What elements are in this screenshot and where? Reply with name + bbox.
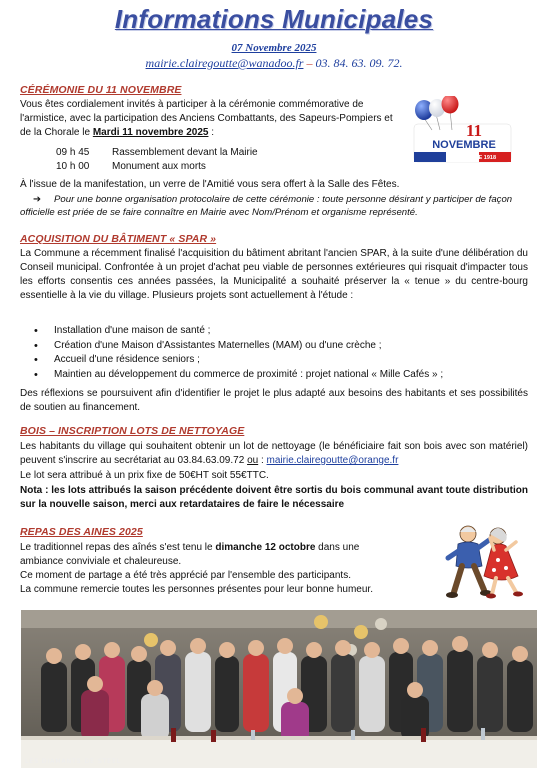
badge-caption: ARMISTICE 1918	[451, 155, 497, 161]
flag-blue-band	[414, 152, 446, 162]
schedule-time: 09 h 45	[56, 147, 90, 158]
list-item: • Création d'une Maison d'Assistantes Maternelles (MAM) ou d'une crèche ;	[34, 339, 443, 354]
group-photo	[21, 610, 537, 768]
repas-line: ambiance conviviale et chaleureuse.	[20, 556, 182, 567]
schedule-row	[56, 160, 258, 174]
bois-text	[20, 440, 528, 468]
badge-day: 11	[465, 121, 483, 140]
list-item: • Maintien au développement du commerce de proximité : projet national « Mille Cafés » ;	[34, 368, 443, 383]
repas-line: La commune remercie toutes les personnes présentes pour leur bonne humeur.	[20, 584, 373, 595]
arrow-right-icon: ➔	[32, 194, 42, 205]
dancing-couple-illustration	[436, 520, 528, 602]
repas-text	[20, 541, 430, 597]
photo-caption: LES DIAMANTS DE STEEL	[25, 758, 122, 765]
header-separator: –	[303, 56, 316, 70]
bois-note: Nota : les lots attribués la saison précédente doivent être sortis du bois communal avant toute distribution sur la nouvelle saison, merci aux retardataires de faire le nécessaire	[20, 485, 528, 510]
spar-project-list	[34, 324, 443, 382]
bulletin-date: 07 Novembre 2025	[231, 42, 317, 54]
section-heading-spar: ACQUISITION DU BÂTIMENT « SPAR »	[20, 233, 217, 245]
group-photo-illustration	[21, 610, 537, 768]
ceremonie-after: À l'issue de la manifestation, un verre de l'Amitié vous sera offert à la Salle des Fêtes.	[20, 179, 400, 190]
badge-month: NOVEMBRE	[432, 139, 496, 151]
section-heading-ceremonie: CÉRÉMONIE DU 11 NOVEMBRE	[20, 84, 182, 96]
schedule-label: Rassemblement devant la Mairie	[112, 147, 258, 158]
bois-price: Le lot sera attribué à un prix fixe de 50€HT soit 55€TTC.	[20, 470, 269, 481]
list-item: • Accueil d'une résidence seniors ;	[34, 353, 443, 368]
bois-ou: ou	[247, 455, 259, 466]
armistice-badge	[412, 96, 514, 164]
dancing-couple-icon	[436, 520, 528, 602]
ceremonie-note-text: Pour une bonne organisation protocolaire de cette cérémonie : toute personne désirant y participer de façon officielle est priée de se faire connaître en Mairie avec Nom/Prénom et organisme représenté.	[20, 194, 513, 218]
ceremonie-intro	[20, 98, 405, 140]
repas-date: dimanche 12 octobre	[215, 542, 316, 553]
section-heading-repas: REPAS DES AINES 2025	[20, 526, 143, 538]
page-title: Informations Municipales	[114, 4, 434, 34]
section-heading-bois: BOIS – INSCRIPTION LOTS DE NETTOYAGE	[20, 425, 245, 437]
spar-conclusion: Des réflexions se poursuivent afin d'identifier le projet le plus adapté aux besoins des habitants et ses possibilités de soutien au financement.	[20, 388, 528, 413]
schedule-label: Monument aux morts	[112, 161, 206, 172]
header-phone: 03. 84. 63. 09. 72.	[315, 56, 403, 70]
ceremonie-schedule	[56, 146, 258, 174]
ceremonie-intro-text: Vous êtes cordialement invités à participer à la cérémonie commémorative de l'armistice, avec la participation des Anciens Combattants, des Sapeurs-Pompiers et de la Chorale le	[20, 99, 393, 138]
bois-email-link[interactable]: mairie.clairegoutte@orange.fr	[266, 455, 399, 466]
schedule-row	[56, 146, 258, 160]
repas-line-part: dans une	[315, 542, 360, 553]
repas-line	[20, 541, 430, 555]
header-contact	[0, 56, 548, 71]
spar-text: La Commune a récemment finalisé l'acquisition du bâtiment abritant l'ancien SPAR, à la suite d'une délibération du Conseil municipal. Confrontée à un projet d'achat peu viable de personnes extérieures qui risquait d'impacter tous les efforts consentis ces années passées, la Municipalité a souhaité préserver la « tenue » du centre-bourg essentielle à la vie du village. Plusieurs projets sont actuellement à l'étude :	[20, 248, 528, 301]
bois-text-colon: :	[258, 455, 267, 466]
armistice-badge-graphic	[412, 96, 514, 164]
ceremonie-note	[20, 193, 528, 219]
bois-text-start: Les habitants du village qui souhaitent obtenir un lot de nettoyage (le bénéficiaire fait son bois avec son matériel) peuvent s'inscrire au secrétariat au 03.84.63.09.72	[20, 441, 528, 466]
repas-line-part: Le traditionnel repas des aînés s'est tenu le	[20, 542, 216, 553]
list-item: • Installation d'une maison de santé ;	[34, 324, 443, 339]
ceremonie-date: Mardi 11 novembre 2025	[92, 127, 209, 138]
repas-line: Ce moment de partage a été très apprécié par l'ensemble des participants.	[20, 570, 351, 581]
schedule-time: 10 h 00	[56, 161, 90, 172]
ceremonie-intro-end: :	[208, 127, 215, 138]
header-email-link[interactable]: mairie.clairegoutte@wanadoo.fr	[145, 56, 304, 70]
